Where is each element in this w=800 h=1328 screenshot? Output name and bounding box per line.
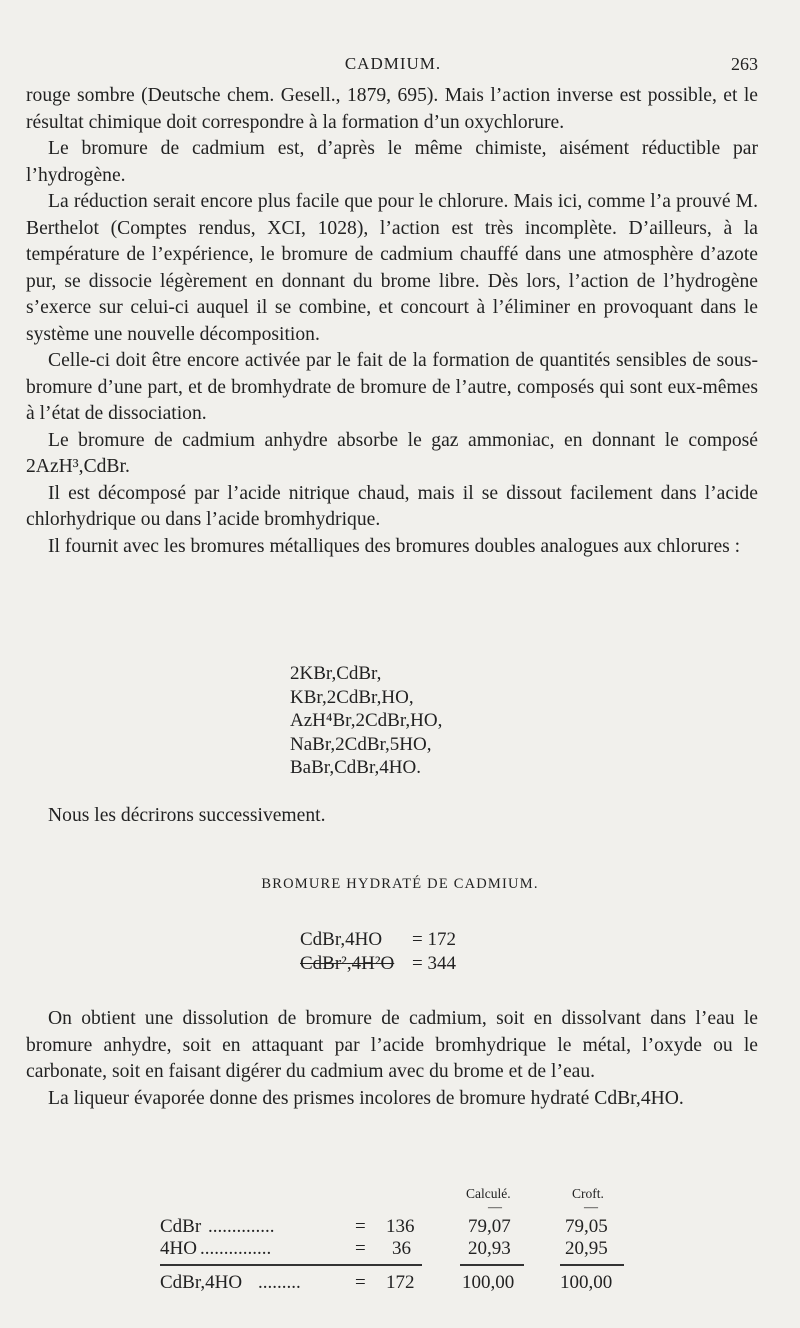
paragraph: rouge sombre (Deutsche chem. Gesell., 1879, 695). Mais l’action inverse est possible, et le résultat chimique doit correspondre à la formation d’un oxychlorure.	[26, 85, 758, 133]
formula: NaBr,2CdBr,5HO,	[290, 733, 432, 755]
leader-dots: ...............	[200, 1238, 272, 1259]
body-text-2	[26, 1006, 758, 1112]
formula: AzH⁴Br,2CdBr,HO,	[290, 710, 443, 731]
page-header	[28, 50, 758, 80]
equals-sign: =	[355, 1216, 366, 1237]
row-label: CdBr	[160, 1216, 202, 1237]
header-dash: —	[584, 1200, 598, 1215]
equation	[300, 928, 456, 952]
after-formulas-text: Nous les décrirons successivement.	[48, 805, 326, 826]
paragraph: On obtient une dissolution de bromure de cadmium, soit en dissolvant dans l’eau le bromure anhydre, soit en attaquant par l’acide bromhydrique le métal, l’oxyde ou le carbonate, soit en faisant digérer du cadmium avec du brome et de l’eau.	[26, 1008, 758, 1082]
sum-rule	[460, 1264, 524, 1266]
formula: KBr,2CdBr,HO,	[290, 686, 414, 708]
table-row	[160, 1216, 620, 1240]
leader-dots: ..............	[208, 1216, 275, 1237]
paragraph: La réduction serait encore plus facile que pour le chlorure. Mais ici, comme l’a prouvé M. Berthelot (Comptes rendus, XCI, 1028), l’action est très incomplète. D’ailleurs, à la température de l’expérience, le bromure de cadmium chauffé dans une atmosphère d’azote pur, se dissocie légèrement en donnant du brome libre. Dès lors, l’action de l’hydrogène s’exerce sur celui-ci auquel il se combine, et concourt à l’éliminer en provoquant dans le système une nouvelle décomposition.	[26, 191, 758, 345]
croft-value: 79,05	[565, 1216, 608, 1237]
paragraph: Le bromure de cadmium est, d’après le même chimiste, aisément réductible par l’hydrogène.	[26, 138, 758, 186]
sum-rule	[560, 1264, 624, 1266]
running-title: CADMIUM.	[344, 54, 442, 73]
paragraph: Celle-ci doit être encore activée par le fait de la formation de quantités sensibles de sous-bromure d’une part, et de bromhydrate de bromure de l’autre, composés qui sont eux-mêmes à l’état de dissociation.	[26, 350, 758, 424]
equals-sign: =	[355, 1272, 366, 1293]
equation-right: = 344	[412, 953, 456, 974]
body-text	[26, 83, 758, 560]
sum-rule	[160, 1264, 422, 1266]
row-value: 136	[386, 1216, 415, 1237]
row-value: 36	[392, 1238, 411, 1259]
croft-value: 20,95	[565, 1238, 608, 1259]
column-header-calcule: Calculé.	[466, 1186, 511, 1201]
equals-sign: =	[355, 1238, 366, 1259]
equation-struck	[300, 952, 456, 976]
composition-table	[160, 1186, 620, 1306]
row-label: 4HO	[160, 1238, 197, 1259]
table-total-row	[160, 1272, 620, 1296]
leader-dots: .........	[258, 1272, 301, 1293]
formula: BaBr,CdBr,4HO.	[290, 757, 421, 778]
equation-right: = 172	[412, 929, 456, 950]
calcule-value: 20,93	[468, 1238, 511, 1259]
paragraph: La liqueur évaporée donne des prismes incolores de bromure hydraté CdBr,4HO.	[48, 1087, 684, 1109]
equation-left: CdBr²,4H²O	[300, 953, 395, 974]
page-number: 263	[731, 54, 758, 74]
formula-list	[290, 662, 442, 780]
column-header-croft: Croft.	[572, 1186, 604, 1201]
calcule-value: 79,07	[468, 1216, 511, 1237]
formula: 2KBr,CdBr,	[290, 663, 382, 684]
paragraph: Il est décomposé par l’acide nitrique chaud, mais il se dissout facilement dans l’acide chlorhydrique ou dans l’acide bromhydrique.	[26, 482, 758, 530]
paragraph: Le bromure de cadmium anhydre absorbe le gaz ammoniac, en donnant le composé 2AzH³,CdBr.	[26, 429, 758, 477]
row-label: CdBr,4HO	[160, 1272, 243, 1293]
equation-left: CdBr,4HO	[300, 929, 383, 950]
section-title: BROMURE HYDRATÉ DE CADMIUM.	[261, 876, 539, 892]
row-value: 172	[386, 1272, 415, 1293]
calcule-value: 100,00	[462, 1272, 515, 1293]
paragraph: Il fournit avec les bromures métalliques des bromures doubles analogues aux chlorures :	[48, 535, 741, 557]
header-dash: —	[488, 1200, 502, 1215]
croft-value: 100,00	[560, 1272, 613, 1293]
table-row	[160, 1238, 620, 1262]
